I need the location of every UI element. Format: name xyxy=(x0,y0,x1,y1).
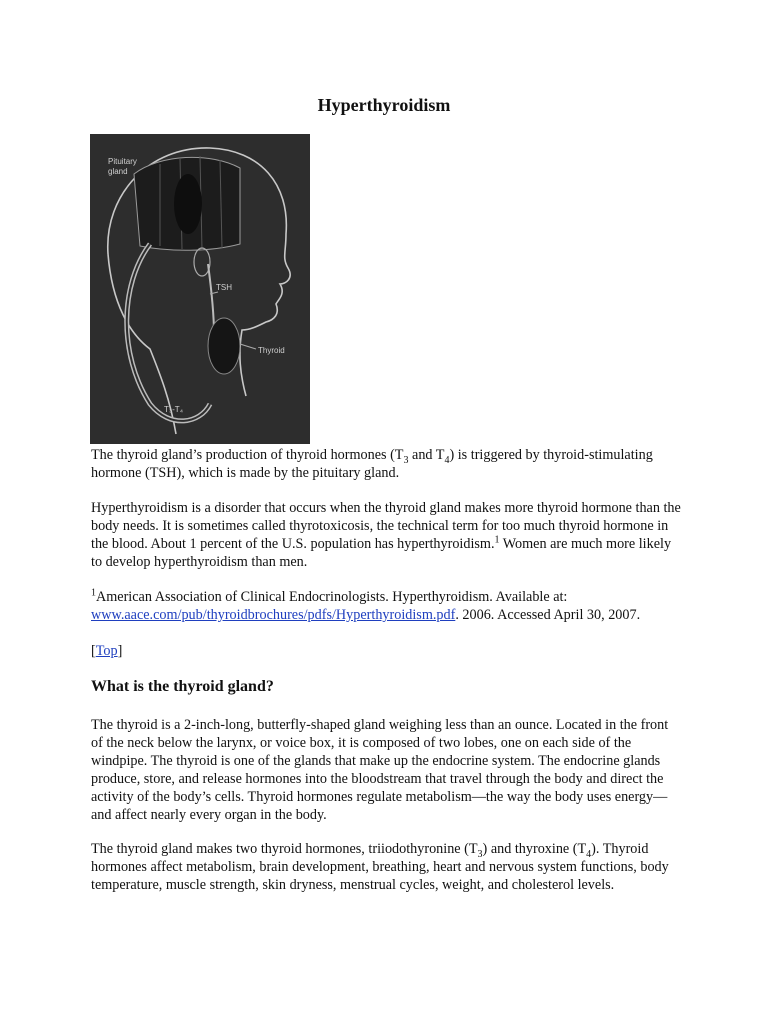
footnote-paragraph: $^1$American Association of Clinical Endocrinologists. Hyperthyroidism. Available at: www.aace.com/pub/thyroidbrochures/pdfs/Hyperthyroidism.pdf. 2006. Accessed April 30, 2007. xyxy=(91,587,641,623)
pituitary-label-line1: Pituitary xyxy=(108,157,137,166)
definition-paragraph: Hyperthyroidism is a disorder that occurs when the thyroid gland makes more thyroid hormone than the body needs. It is sometimes called thyrotoxicosis, the technical term for too much thyroid hormone in the blood. About 1 percent of the U.S. population has hyperthyroidism.$^1$ Women are much more likely to develop hyperthyroidism than men. xyxy=(91,500,681,570)
head-diagram-illustration xyxy=(90,134,310,444)
thyroid-label: Thyroid xyxy=(258,346,285,355)
intro-paragraph: The thyroid gland’s production of thyroid hormones ($T_3$ and $T_4$) is triggered by thyroid-stimulating hormone (TSH), which is made by the pituitary gland. xyxy=(91,447,653,481)
pituitary-label-line2: gland xyxy=(108,167,128,176)
tsh-label: TSH xyxy=(216,283,232,292)
top-link-line: [Top] xyxy=(91,643,123,659)
top-link[interactable]: Top xyxy=(95,643,118,659)
aace-brochure-link[interactable]: www.aace.com/pub/thyroidbrochures/pdfs/Hyperthyroidism.pdf xyxy=(91,607,456,623)
thyroid-description-paragraph: The thyroid is a 2-inch-long, butterfly-shaped gland weighing less than an ounce. Located in the front of the neck below the larynx, or voice box, it is composed of two lobes, one on each side of the windpipe. The thyroid is one of the glands that make up the endocrine system. The endocrine glands produce, store, and release hormones into the bloodstream that travel through the body and direct the activity of the body’s cells. Thyroid hormones regulate metabolism—the way the body uses energy—and affect nearly every organ in the body. xyxy=(91,717,669,823)
section-heading-thyroid-gland: What is the thyroid gland? xyxy=(91,678,274,695)
footnote-ref: 1 xyxy=(494,534,500,546)
thyroid-diagram-figure xyxy=(90,134,310,444)
t3t4-label: T₃-T₄ xyxy=(164,405,183,414)
page-title: Hyperthyroidism xyxy=(317,95,451,115)
thyroid-hormones-paragraph: The thyroid gland makes two thyroid hormones, triiodothyronine $(T_3)$ and thyroxine $(T_4)$. Thyroid hormones affect metabolism, brain development, breathing, heart and nervous system functions, body temperature, muscle strength, skin dryness, menstrual cycles, weight, and cholesterol levels. xyxy=(91,841,669,893)
